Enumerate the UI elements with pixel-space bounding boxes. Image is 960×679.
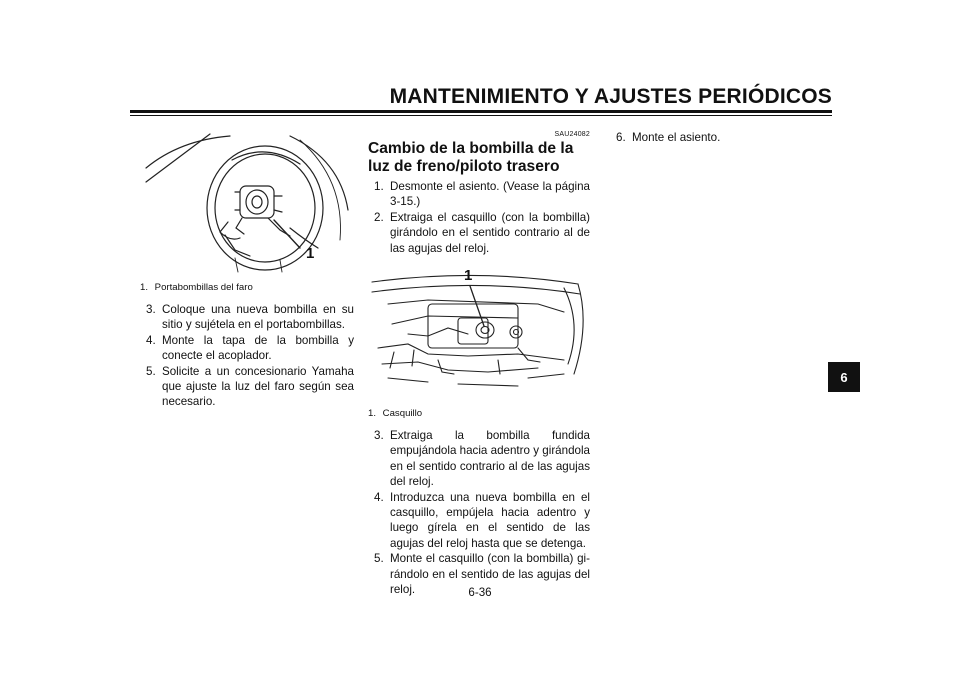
- step-text: Monte el asiento.: [632, 131, 721, 144]
- figure-callout-number: 1: [306, 245, 315, 262]
- step-text: Solicite a un concesionario Yamaha que ajuste la luz del faro según sea necesario.: [162, 364, 354, 409]
- steps-list: [368, 428, 590, 597]
- section-title: Cambio de la bombilla de la luz de freno/piloto trasero: [368, 140, 574, 175]
- step-number: 5.: [374, 552, 384, 566]
- chapter-tab[interactable]: 6: [828, 362, 860, 392]
- step-text: Introduzca una nueva bombilla en el casquillo, empújela hacia adentro y luego gírela en el sentido de las agujas del reloj hasta que se detenga.: [390, 490, 590, 550]
- step-number: 2.: [374, 210, 384, 224]
- list-item: [140, 333, 354, 364]
- figure-callout-number: 1: [464, 267, 473, 285]
- list-item: [140, 302, 354, 333]
- column-left: [140, 130, 354, 410]
- caption-number: 1.: [140, 282, 149, 293]
- page-number: 6-36: [468, 586, 492, 599]
- figure-headlight-bulb-holder: [140, 130, 354, 274]
- step-number: 4.: [146, 333, 156, 347]
- caption-number: 1.: [368, 408, 377, 420]
- list-item: [610, 130, 824, 145]
- column-right: [610, 130, 824, 145]
- list-item: [368, 490, 590, 552]
- list-item: [140, 364, 354, 410]
- step-text: Extraiga la bombilla fundida empujándola hacia adentro y girándola en el sentido contrario al de las agujas del reloj.: [390, 429, 590, 489]
- column-middle: [368, 130, 590, 598]
- step-text: Monte el casquillo (con la bombilla) girándolo en el sentido de las agujas del reloj.: [390, 552, 590, 597]
- step-number: 5.: [146, 364, 156, 378]
- caption-text: Portabombillas del faro: [154, 282, 253, 293]
- step-number: 6.: [616, 131, 626, 144]
- step-text: Extraiga el casquillo (con la bombilla) girándolo en el sentido contrario al de las agujas del reloj.: [390, 210, 590, 255]
- steps-list: [140, 302, 354, 410]
- step-number: 3.: [146, 303, 156, 316]
- list-item: [368, 210, 590, 256]
- reference-code: SAU24082: [554, 131, 590, 138]
- list-item: [368, 428, 590, 490]
- step-number: 4.: [374, 490, 384, 504]
- header-rule: [130, 110, 832, 113]
- steps-list: [610, 130, 824, 145]
- figure-caption: [368, 408, 590, 420]
- headlight-illustration: [140, 130, 354, 274]
- step-number: 3.: [374, 429, 384, 443]
- list-item: [368, 179, 590, 210]
- page-title: MANTENIMIENTO Y AJUSTES PERIÓDICOS: [389, 85, 832, 108]
- step-text: Desmonte el asiento. (Vease la página 3-15.): [390, 180, 590, 209]
- step-text: Monte la tapa de la bombilla y conecte el acoplador.: [162, 333, 354, 363]
- taillight-illustration: [368, 264, 590, 404]
- step-text: Coloque una nueva bombilla en su sitio y sujétela en el portabombillas.: [162, 303, 354, 332]
- figure-caption: [140, 282, 354, 294]
- caption-text: Casquillo: [382, 408, 423, 420]
- figure-taillight-socket: [368, 264, 590, 404]
- steps-list: [368, 179, 590, 256]
- header-rule-thin: [130, 115, 832, 116]
- step-number: 1.: [374, 180, 384, 193]
